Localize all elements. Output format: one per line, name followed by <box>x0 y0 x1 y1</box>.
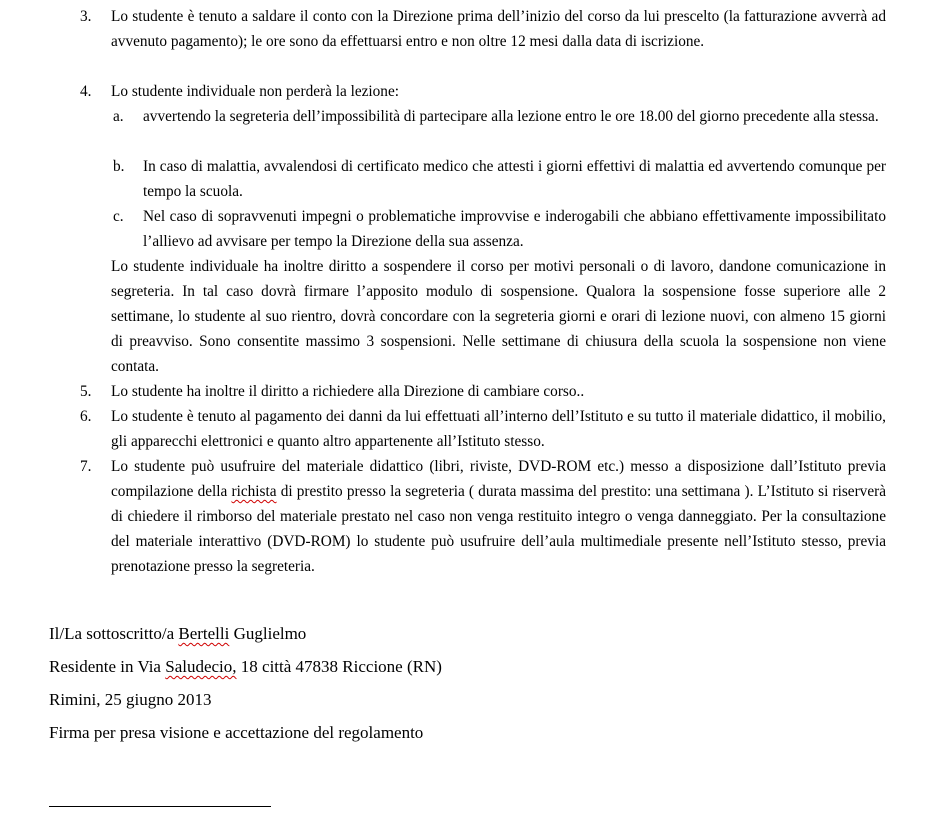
item-text: Lo studente individuale non perderà la lezione: <box>111 83 399 100</box>
item-text: Lo studente è tenuto a saldare il conto con la Direzione prima dell’inizio del corso da lui prescelto (la fatturazione avverrà ad avvenuto pagamento); le ore sono da effettuarsi entro e non oltre 12 mesi dalla data di iscrizione. <box>111 8 886 50</box>
signatory-line <box>49 624 306 644</box>
item-text <box>111 454 886 579</box>
address-label: Residente in Via <box>49 657 166 676</box>
sub-item-text: In caso di malattia, avvalendosi di certificato medico che attesti i giorni effettivi di malattia ed avvertendo comunque per tempo la scuola. <box>143 158 886 200</box>
item-number: 4. <box>80 83 92 100</box>
address-rest: 18 città 47838 Riccione (RN) <box>236 657 442 676</box>
signatory-surname: Bertelli <box>178 624 230 643</box>
item-text: Lo studente è tenuto al pagamento dei danni da lui effettuati all’interno dell’Istituto e su tutto il materiale didattico, il mobilio, gli apparecchi elettronici e quanto altro appartenente all’Istituto stesso. <box>111 408 886 450</box>
sub-item-letter: a. <box>113 108 124 125</box>
item-number: 5. <box>80 383 92 400</box>
item-number: 3. <box>80 8 92 25</box>
spelling-error-word: richista <box>231 483 277 500</box>
sub-item-text: avvertendo la segreteria dell’impossibilità di partecipare alla lezione entro le ore 18.00 del giorno precedente alla stessa. <box>143 108 879 125</box>
item-number: 6. <box>80 408 92 425</box>
sub-item-letter: c. <box>113 208 124 225</box>
sub-item-letter: b. <box>113 158 125 175</box>
signature-line <box>49 806 271 807</box>
suspension-paragraph: Lo studente individuale ha inoltre diritto a sospendere il corso per motivi personali o di lavoro, dandone comunicazione in segreteria. In tal caso dovrà firmare l’apposito modulo di sospensione. Qualora la sospensione fosse superiore alle 2 settimane, lo studente al suo rientro, dovrà concordare con la segreteria giorni e orari di lezione nuovi, con almeno 15 giorni di preavviso. Sono consentite massimo 3 sospensioni. Nelle settimane di chiusura della scuola la sospensione non viene contata. <box>111 258 886 375</box>
place-date-line: Rimini, 25 giugno 2013 <box>49 690 212 709</box>
item-text-part: di prestito presso la segreteria ( durata massima del prestito: una settimana ). L’Istituto si riserverà di chiedere il rimborso del materiale prestato nel caso non venga restituito integro o venga danneggiato. Per la consultazione del materiale interattivo (DVD-ROM) lo studente può usufruire dell’aula multimediale presente nell’Istituto stesso, previa prenotazione presso la segreteria. <box>111 483 886 575</box>
item-number: 7. <box>80 458 92 475</box>
address-street: Saludecio, <box>165 657 237 676</box>
address-line <box>49 657 442 677</box>
signatory-label: Il/La sottoscritto/a <box>49 624 179 643</box>
signatory-first-name: Guglielmo <box>229 624 307 643</box>
item-text-part: Lo studente può usufruire del materiale didattico (libri, riviste, DVD-ROM etc.) messo a disposizione dall’Istituto previa compilazione della <box>111 458 886 500</box>
signature-caption: Firma per presa visione e accettazione del regolamento <box>49 723 424 742</box>
item-text: Lo studente ha inoltre il diritto a richiedere alla Direzione di cambiare corso.. <box>111 383 585 400</box>
sub-item-text: Nel caso di sopravvenuti impegni o problematiche improvvise e inderogabili che abbiano effettivamente impossibilitato l’allievo ad avvisare per tempo la Direzione della sua assenza. <box>143 208 886 250</box>
